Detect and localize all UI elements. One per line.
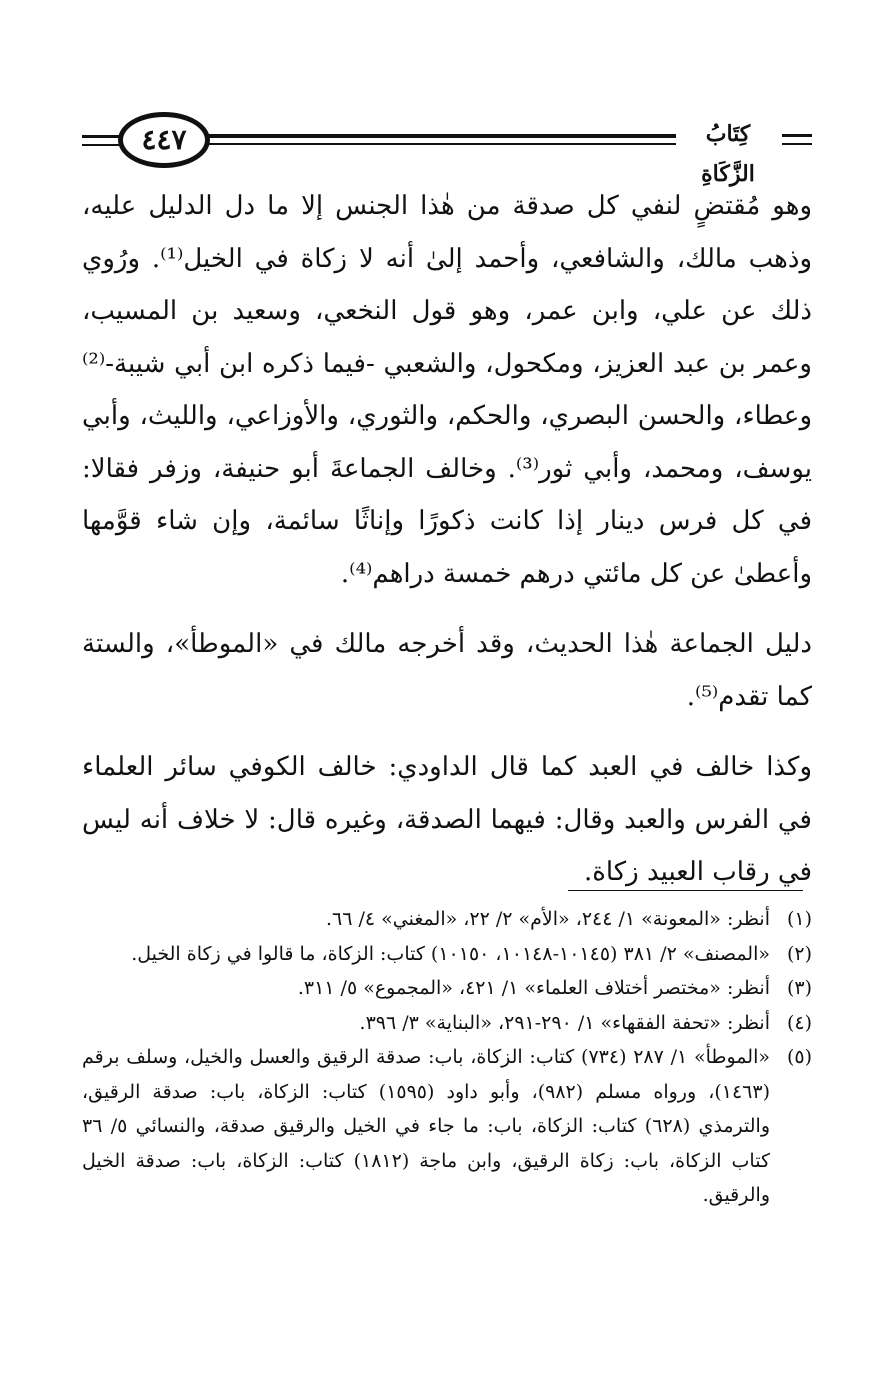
footnote-text: أنظر: «المعونة» ١/ ٢٤٤، «الأم» ٢/ ٢٢، «المغني» ٤/ ٦٦.: [326, 908, 770, 930]
page-number-badge: [118, 112, 210, 168]
header-rule: [782, 143, 812, 145]
footnote-separator: [568, 890, 803, 891]
page-header: [82, 108, 812, 187]
footnote: [82, 937, 812, 972]
footnote-text: «الموطأ» ١/ ٢٨٧ (٧٣٤) كتاب: الزكاة، باب: صدقة الرقيق والعسل والخيل، وسلف برقم (١٤٦٣)، ورواه مسلم (٩٨٢)، وأبو داود (١٥٩٥) كتاب: الزكاة، باب: صدقة الرقيق، والترمذي (٦٢٨) كتاب: الزكاة، باب: ما جاء في الخيل والرقيق صدقة، والنسائي ٥/ ٣٦ كتاب الزكاة، باب: زكاة الرقيق، وابن ماجة (١٨١٢) كتاب: الزكاة، باب: صدقة الخيل والرقيق.: [82, 1046, 770, 1206]
book-title: كِتَابُ الزَّكَاةِ: [701, 121, 755, 187]
footnote-number: (٢): [786, 942, 812, 965]
footnote-number: (٣): [786, 977, 812, 999]
main-text: [82, 180, 812, 899]
footnote-number: (١): [786, 908, 812, 930]
paragraph: وهو مُقتضٍ لنفي كل صدقة من هٰذا الجنس إلا ما دل الدليل عليه، وذهب مالك، والشافعي، وأحمد إلىٰ أنه لا زكاة في الخيل⁽¹⁾. ورُوي ذلك عن علي، وابن عمر، وهو قول النخعي، وسعيد بن المسيب، وعمر بن عبد العزيز، ومكحول، والشعبي -فيما ذكره ابن أبي شيبة-⁽²⁾ وعطاء، والحسن البصري، والحكم، والثوري، والأوزاعي، والليث، وأبي يوسف، ومحمد، وأبي ثور⁽³⁾. وخالف الجماعةَ أبو حنيفة، وزفر فقالا: في كل فرس دينار إذا كانت ذكورًا وإناثًا سائمة، وإن شاء قوَّمها وأعطىٰ عن كل مائتي درهم خمسة دراهم⁽⁴⁾.: [82, 191, 813, 589]
footnote-text: «المصنف» ٢/ ٣٨١ (١٠١٤٥-١٠١٤٨، ١٠١٥٠) كتاب: الزكاة، ما قالوا في زكاة الخيل.: [131, 942, 770, 965]
footnote: [82, 902, 812, 937]
footnote-text: أنظر: «تحفة الفقهاء» ١/ ٢٩٠-٢٩١، «البناية» ٣/ ٣٩٦.: [359, 1011, 770, 1034]
footnotes: [82, 902, 812, 1213]
header-rule: [206, 134, 676, 138]
footnote-number: (٤): [786, 1011, 812, 1034]
page-number: ٤٤٧: [141, 123, 187, 156]
footnote-number: (٥): [786, 1046, 812, 1068]
footnote: [82, 1040, 812, 1213]
paragraph: دليل الجماعة هٰذا الحديث، وقد أخرجه مالك في «الموطأ»، والستة كما تقدم⁽⁵⁾.: [82, 629, 812, 712]
header-rule: [206, 143, 676, 145]
header-rule: [782, 134, 812, 137]
footnote-text: أنظر: «مختصر أختلاف العلماء» ١/ ٤٢١، «المجموع» ٥/ ٣١١.: [297, 977, 770, 999]
footnote: [82, 971, 812, 1006]
footnote: [82, 1006, 812, 1041]
paragraph: وكذا خالف في العبد كما قال الداودي: خالف الكوفي سائر العلماء في الفرس والعبد وقال: فيهما الصدقة، وغيره قال: لا خلاف أنه ليس في رقاب العبيد زكاة.: [82, 752, 812, 887]
